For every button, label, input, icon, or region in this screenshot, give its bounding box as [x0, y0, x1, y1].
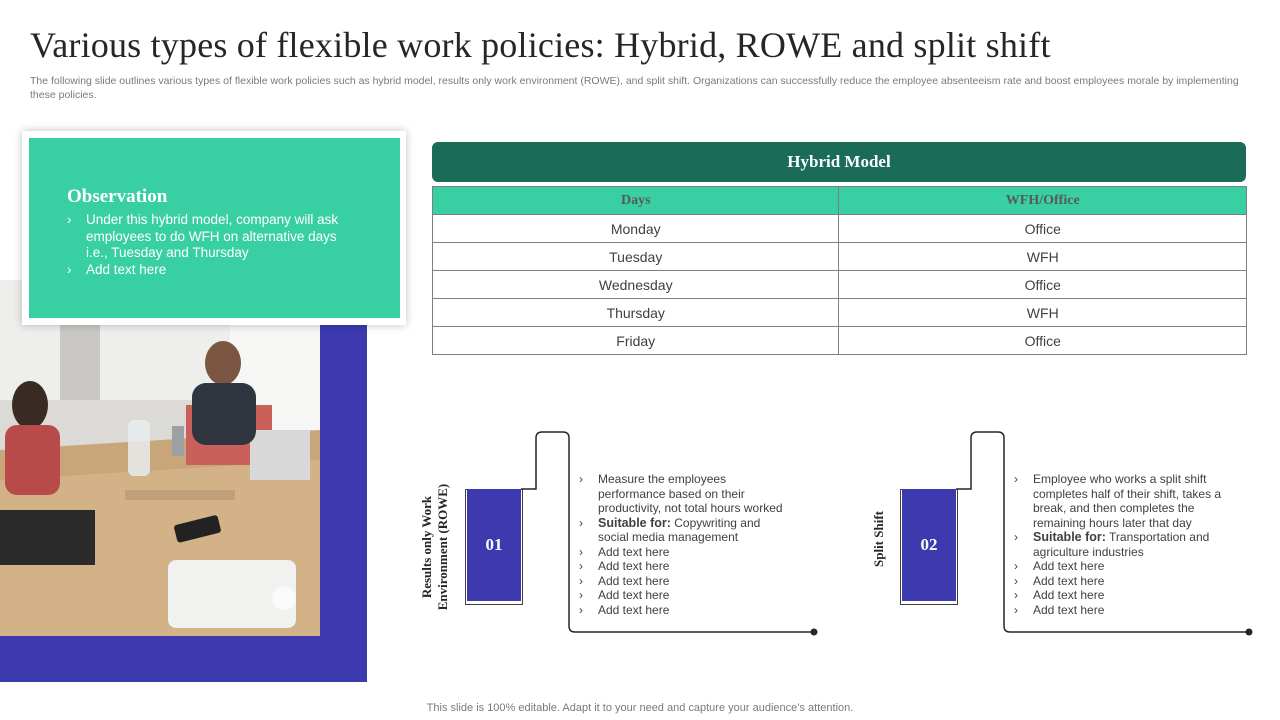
day-cell: Monday	[433, 215, 839, 243]
day-cell: Friday	[433, 327, 839, 355]
day-cell: Wednesday	[433, 271, 839, 299]
mode-cell: Office	[839, 215, 1247, 243]
column-header-days: Days	[433, 187, 839, 215]
mode-cell: Office	[839, 271, 1247, 299]
hybrid-model-header: Hybrid Model	[432, 142, 1246, 182]
rowe-label-line2: Environment (ROWE)	[435, 483, 450, 611]
rowe-label	[419, 477, 451, 617]
split-extra-point: › Add text here	[1014, 559, 1224, 574]
page-subtitle: The following slide outlines various types of flexible work policies such as hybrid model, results only work environment (ROWE), and split shift. Organizations can successfully reduce the employee absenteeism rate and boost employees morale by implementing these policies.	[30, 75, 1239, 101]
day-cell: Thursday	[433, 299, 839, 327]
column-header-wfh-office: WFH/Office	[839, 187, 1247, 215]
rowe-label-line1: Results only Work	[419, 495, 434, 599]
observation-point: › Add text here	[67, 262, 360, 279]
page-title: Various types of flexible work policies: Hybrid, ROWE and split shift	[30, 25, 1051, 65]
split-extra-point: › Add text here	[1014, 603, 1224, 618]
split-suitable-text: Transportation and agriculture industries	[1033, 530, 1210, 559]
observation-title: Observation	[67, 186, 168, 207]
rowe-suitable	[579, 516, 789, 545]
rowe-suitable-text: Copywriting and social media management	[598, 515, 761, 544]
rowe-extra-point: › Add text here	[579, 588, 789, 603]
rowe-extra-point: › Add text here	[579, 574, 789, 589]
split-extra-point: › Add text here	[1014, 574, 1224, 589]
rowe-extra-point: › Add text here	[579, 559, 789, 574]
split-shift-label: Split Shift	[871, 511, 886, 567]
rowe-details	[579, 472, 789, 617]
footer-note: This slide is 100% editable. Adapt it to your need and capture your audience’s attention.	[426, 702, 854, 714]
rowe-extra-point: › Add text here	[579, 545, 789, 560]
mode-cell: Office	[839, 327, 1247, 355]
rowe-extra-point: › Add text here	[579, 603, 789, 618]
split-extra-point: › Add text here	[1014, 588, 1224, 603]
observation-point: › Under this hybrid model, company will ask employees to do WFH on alternative days i.e., Tuesday and Thursday	[67, 212, 360, 262]
mode-cell: WFH	[839, 243, 1247, 271]
split-suitable-label: Suitable for:	[1033, 530, 1106, 544]
split-number-badge: 02	[902, 489, 956, 601]
rowe-point: › Measure the employees performance based on their productivity, not total hours worked	[579, 472, 789, 516]
day-cell: Tuesday	[433, 243, 839, 271]
rowe-number-badge: 01	[467, 489, 521, 601]
rowe-suitable-label: Suitable for:	[598, 515, 671, 530]
mode-cell: WFH	[839, 299, 1247, 327]
split-suitable	[1014, 530, 1224, 559]
split-point: › Employee who works a split shift completes half of their shift, takes a break, and then completes the remaining hours later that day	[1014, 472, 1224, 530]
split-details	[1014, 472, 1224, 617]
